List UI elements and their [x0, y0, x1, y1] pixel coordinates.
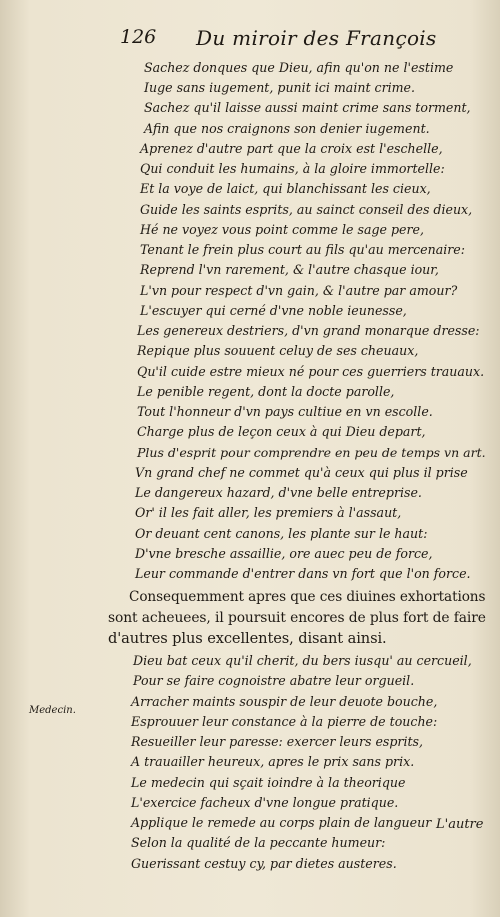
prose-line: d'autres plus excellentes, disant ainsi.: [108, 630, 387, 647]
verse-line: Vn grand chef ne commet qu'à ceux qui plus il prise: [135, 465, 468, 480]
verse-line: Repique plus souuent celuy de ses cheuaux,: [137, 343, 419, 358]
verse-line: Tenant le frein plus court au fils qu'au mercenaire:: [140, 242, 465, 257]
running-title: Du miroir des François: [196, 26, 437, 50]
verse-line: Plus d'esprit pour comprendre en peu de temps vn art.: [137, 445, 486, 460]
verse-line: Dieu bat ceux qu'il cherit, du bers iusqu' au cercueil,: [133, 653, 472, 668]
verse-line: A trauailler heureux, apres le prix sans prix.: [131, 754, 415, 769]
verse-line: Or deuant cent canons, les plante sur le haut:: [135, 526, 428, 541]
verse-line: Le dangereux hazard, d'vne belle entreprise.: [135, 485, 422, 500]
page-number: 126: [120, 26, 157, 48]
verse-line: Hé ne voyez vous point comme le sage pere,: [140, 222, 424, 237]
verse-line: Et la voye de laict, qui blanchissant les cieux,: [140, 181, 431, 196]
catchword: L'autre: [436, 817, 484, 832]
margin-note: Medecin.: [29, 705, 76, 716]
verse-line: Sachez qu'il laisse aussi maint crime sans torment,: [144, 100, 471, 115]
verse-line: L'exercice facheux d'vne longue pratique.: [131, 795, 399, 810]
verse-line: Charge plus de leçon ceux à qui Dieu depart,: [137, 424, 426, 439]
verse-line: L'escuyer qui cerné d'vne noble ieunesse,: [140, 303, 407, 318]
verse-line: Reprend l'vn rarement, & l'autre chasque iour,: [140, 262, 439, 277]
verse-line: Le penible regent, dont la docte parolle,: [137, 384, 395, 399]
verse-line: Le medecin qui sçait ioindre à la theorique: [131, 775, 406, 790]
prose-line: Consequemment apres que ces diuines exhortations: [129, 589, 486, 605]
verse-line: Resueiller leur paresse: exercer leurs esprits,: [131, 734, 423, 749]
verse-line: Tout l'honneur d'vn pays cultiue en vn escolle.: [137, 404, 433, 419]
prose-line: sont acheuees, il poursuit encores de plus fort de faire: [108, 610, 486, 626]
verse-line: L'vn pour respect d'vn gain, & l'autre par amour?: [140, 283, 458, 298]
verse-line: Applique le remede au corps plain de langueur: [131, 815, 432, 830]
verse-line: Qu'il cuide estre mieux né pour ces guerriers trauaux.: [137, 364, 485, 379]
verse-line: Guide les saints esprits, au sainct conseil des dieux,: [140, 202, 473, 217]
verse-line: Pour se faire cognoistre abatre leur orgueil.: [133, 673, 415, 688]
verse-line: Esprouuer leur constance à la pierre de touche:: [131, 714, 438, 729]
verse-line: Les genereux destriers, d'vn grand monarque dresse:: [137, 323, 480, 338]
verse-line: Afin que nos craignons son denier iugement.: [144, 121, 430, 136]
verse-line: Guerissant cestuy cy, par dietes austeres.: [131, 856, 397, 871]
verse-line: Or' il les fait aller, les premiers à l'assaut,: [135, 505, 402, 520]
verse-line: Iuge sans iugement, punit ici maint crime.: [144, 80, 416, 95]
page-header: [0, 26, 500, 50]
verse-line: Qui conduit les humains, à la gloire immortelle:: [140, 161, 445, 176]
verse-line: Selon la qualité de la peccante humeur:: [131, 835, 386, 850]
verse-line: Arracher maints souspir de leur deuote bouche,: [131, 694, 438, 709]
verse-line: Aprenez d'autre part que la croix est l'eschelle,: [140, 141, 443, 156]
verse-line: Sachez donques que Dieu, afin qu'on ne l'estime: [144, 60, 454, 75]
verse-line: Leur commande d'entrer dans vn fort que l'on force.: [135, 566, 471, 581]
verse-line: D'vne bresche assaillie, ore auec peu de force,: [135, 546, 433, 561]
